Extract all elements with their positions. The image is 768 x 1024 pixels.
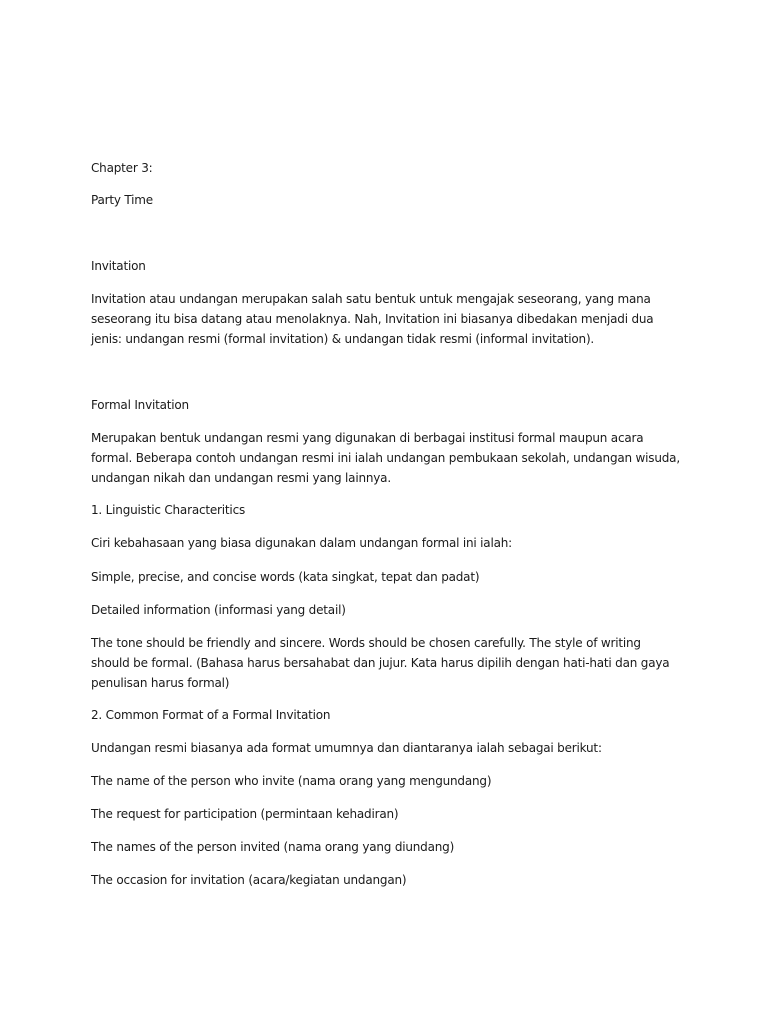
list-item: The request for participation (permintaan kehadiran) <box>91 807 399 821</box>
format-intro: Undangan resmi biasanya ada format umumnya dan diantaranya ialah sebagai berikut: <box>91 741 602 755</box>
list-item: Detailed information (informasi yang detail) <box>91 603 346 617</box>
section-heading-formal: Formal Invitation <box>91 398 189 412</box>
chapter-title: Party Time <box>91 193 153 207</box>
list-item: The tone should be friendly and sincere. Words should be chosen carefully. The style of writing should be formal. (Bahasa harus bersahabat dan jujur. Kata harus dipilih dengan hati-hati dan gaya penulisan harus formal) <box>91 636 670 690</box>
formal-description-paragraph: Merupakan bentuk undangan resmi yang digunakan di berbagai institusi formal maupun acara formal. Beberapa contoh undangan resmi ini ialah undangan pembukaan sekolah, undangan wisuda, undangan nikah dan undangan resmi yang lainnya. <box>91 431 680 485</box>
list-item: Simple, precise, and concise words (kata singkat, tepat dan padat) <box>91 570 480 584</box>
section-heading-invitation: Invitation <box>91 259 146 273</box>
format-heading: 2. Common Format of a Formal Invitation <box>91 708 331 722</box>
list-item: The name of the person who invite (nama orang yang mengundang) <box>91 774 492 788</box>
linguistic-heading: 1. Linguistic Characteritics <box>91 503 246 517</box>
list-item: The names of the person invited (nama orang yang diundang) <box>91 840 455 854</box>
list-item: The occasion for invitation (acara/kegiatan undangan) <box>91 873 407 887</box>
chapter-label: Chapter 3: <box>91 161 153 175</box>
linguistic-intro: Ciri kebahasaan yang biasa digunakan dalam undangan formal ini ialah: <box>91 536 513 550</box>
intro-paragraph: Invitation atau undangan merupakan salah satu bentuk untuk mengajak seseorang, yang mana seseorang itu bisa datang atau menolaknya. Nah, Invitation ini biasanya dibedakan menjadi dua jenis: undangan resmi (formal invitation) & undangan tidak resmi (informal invitation). <box>91 292 654 346</box>
